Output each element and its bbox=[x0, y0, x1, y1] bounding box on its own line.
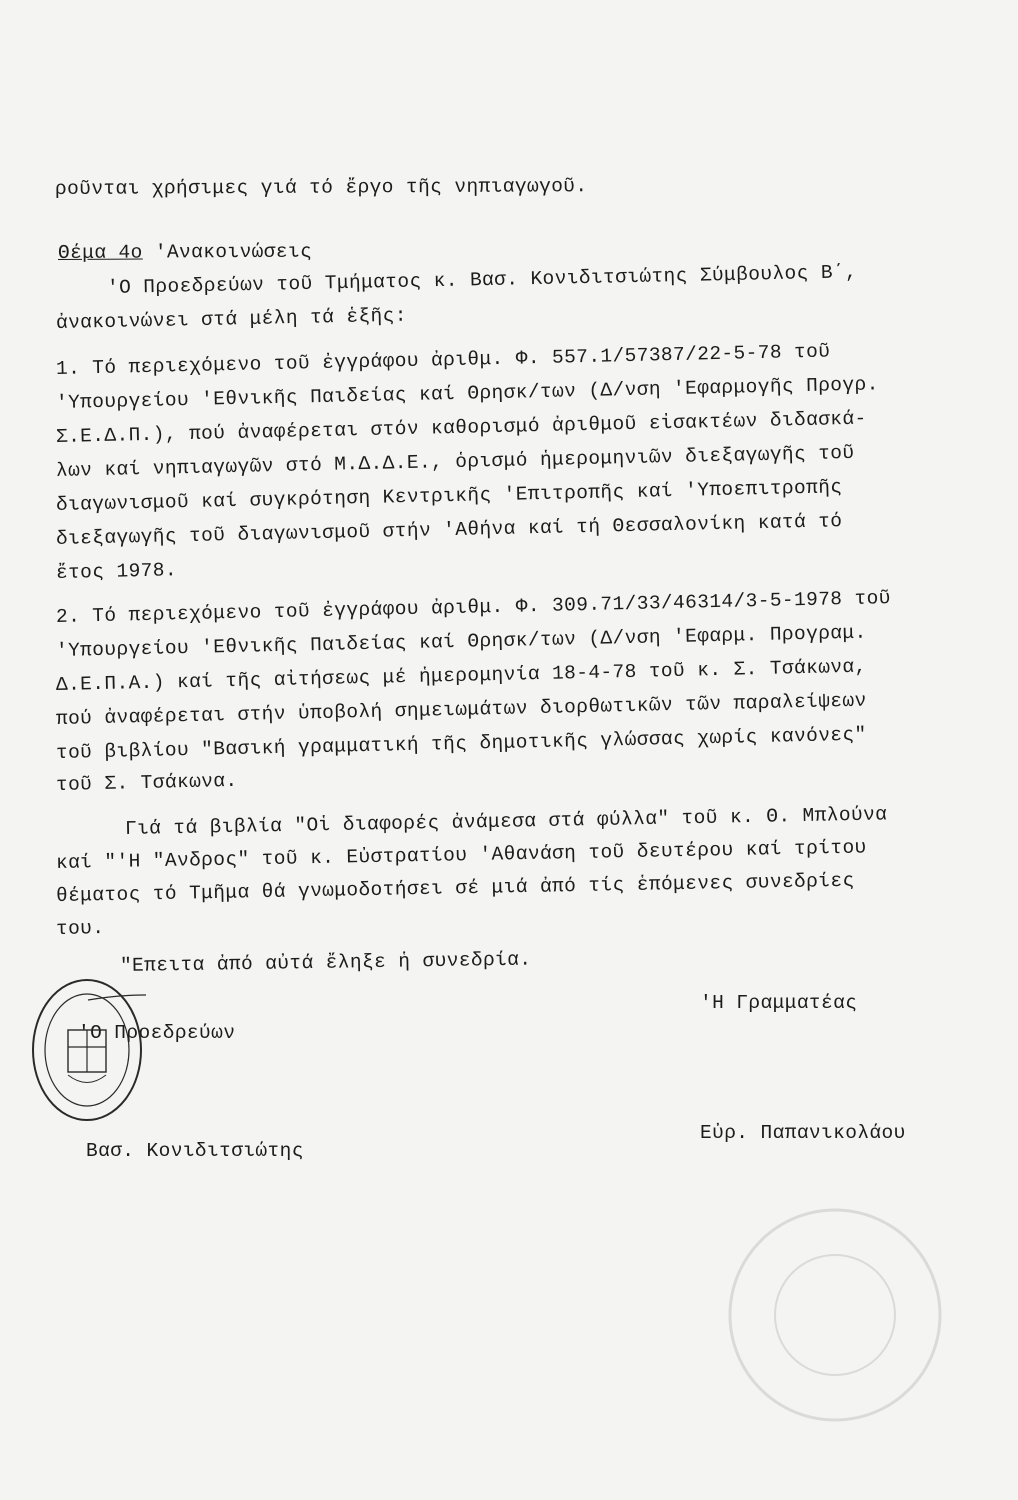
books-line: θέματος τό Τμῆμα θά γνωμοδοτήσει σέ μιά ἀπό τίς ἑπόμενες συνεδρίες bbox=[55, 869, 855, 907]
announcement-line: 'Ο Προεδρεύων τοῦ Τμήματος κ. Βασ. Κονιδιτσιώτης Σύμβουλος Β΄, bbox=[106, 261, 858, 299]
item1-line: Σ.Ε.Δ.Π.), πού ἀναφέρεται στόν καθορισμό ἀριθμοῦ εἰσακτέων διδασκά- bbox=[55, 407, 867, 448]
topic-label: Θέμα 4ο bbox=[57, 241, 143, 264]
official-seal-icon bbox=[28, 975, 146, 1125]
item2-line: τοῦ Σ. Τσάκωνα. bbox=[55, 769, 238, 796]
item1-line: 1. Τό περιεχόμενο τοῦ ἐγγράφου ἀριθμ. Φ. 557.1/57387/22-5-78 τοῦ bbox=[55, 340, 831, 380]
show-through-seal-icon bbox=[720, 1200, 950, 1430]
item2-line: πού ἀναφέρεται στήν ὑποβολή σημειωμάτων διορθωτικῶν τῶν παραλείψεων bbox=[55, 689, 867, 730]
item1-line: διεξαγωγῆς τοῦ διαγωνισμοῦ στήν 'Αθήνα καί τή Θεσσαλονίκη κατά τό bbox=[55, 510, 843, 550]
books-line: καί "'Η "Ανδρος" τοῦ κ. Εὐστρατίου 'Αθανάση τοῦ δευτέρου καί τρίτου bbox=[55, 836, 867, 874]
closing-line: "Επειτα ἀπό αὐτά ἔληξε ἡ συνεδρία. bbox=[119, 948, 532, 977]
item2-line: τοῦ βιβλίου "Βασική γραμματική τῆς δημοτικῆς γλώσσας χωρίς κανόνες" bbox=[55, 723, 867, 764]
topic-heading bbox=[58, 241, 312, 264]
intro-line: ροῦνται χρήσιμες γιά τό ἔργο τῆς νηπιαγωγοῦ. bbox=[54, 175, 588, 200]
item2-line: 2. Τό περιεχόμενο τοῦ ἐγγράφου ἀριθμ. Φ. 309.71/33/46314/3-5-1978 τοῦ bbox=[55, 587, 892, 628]
item2-line: Δ.Ε.Π.Α.) καί τῆς αἰτήσεως μέ ἡμερομηνία 18-4-78 τοῦ κ. Σ. Τσάκωνα, bbox=[55, 655, 867, 696]
chair-title: 'Ο Προεδρεύων bbox=[78, 1022, 236, 1044]
item1-line: 'Υπουργείου 'Εθνικῆς Παιδείας καί Θρησκ/των (Δ/νση 'Εφαρμογῆς Προγρ. bbox=[55, 373, 879, 414]
announcement-line: ἀνακοινώνει στά μέλη τά ἑξῆς: bbox=[55, 304, 408, 334]
item1-line: λων καί νηπιαγωγῶν στό Μ.Δ.Δ.Ε., ὁρισμό ἡμερομηνιῶν διεξαγωγῆς τοῦ bbox=[55, 441, 855, 482]
item1-line: ἔτος 1978. bbox=[55, 559, 178, 584]
books-line: του. bbox=[55, 917, 105, 940]
secretary-title: 'Η Γραμματέας bbox=[700, 992, 858, 1014]
item2-line: 'Υπουργείου 'Εθνικῆς Παιδείας καί Θρησκ/των (Δ/νση 'Εφαρμ. Προγραμ. bbox=[55, 621, 867, 662]
topic-title: 'Ανακοινώσεις bbox=[154, 240, 313, 264]
secretary-name: Εὐρ. Παπανικολάου bbox=[700, 1122, 906, 1144]
books-line: Γιά τά βιβλία "Οἱ διαφορές ἀνάμεσα στά φύλλα" τοῦ κ. Θ. Μπλούνα bbox=[124, 803, 888, 840]
item1-line: διαγωνισμοῦ καί συγκρότηση Κεντρικῆς 'Επιτροπῆς καί 'Υποεπιτροπῆς bbox=[55, 476, 843, 516]
chair-name: Βασ. Κονιδιτσιώτης bbox=[86, 1140, 304, 1162]
